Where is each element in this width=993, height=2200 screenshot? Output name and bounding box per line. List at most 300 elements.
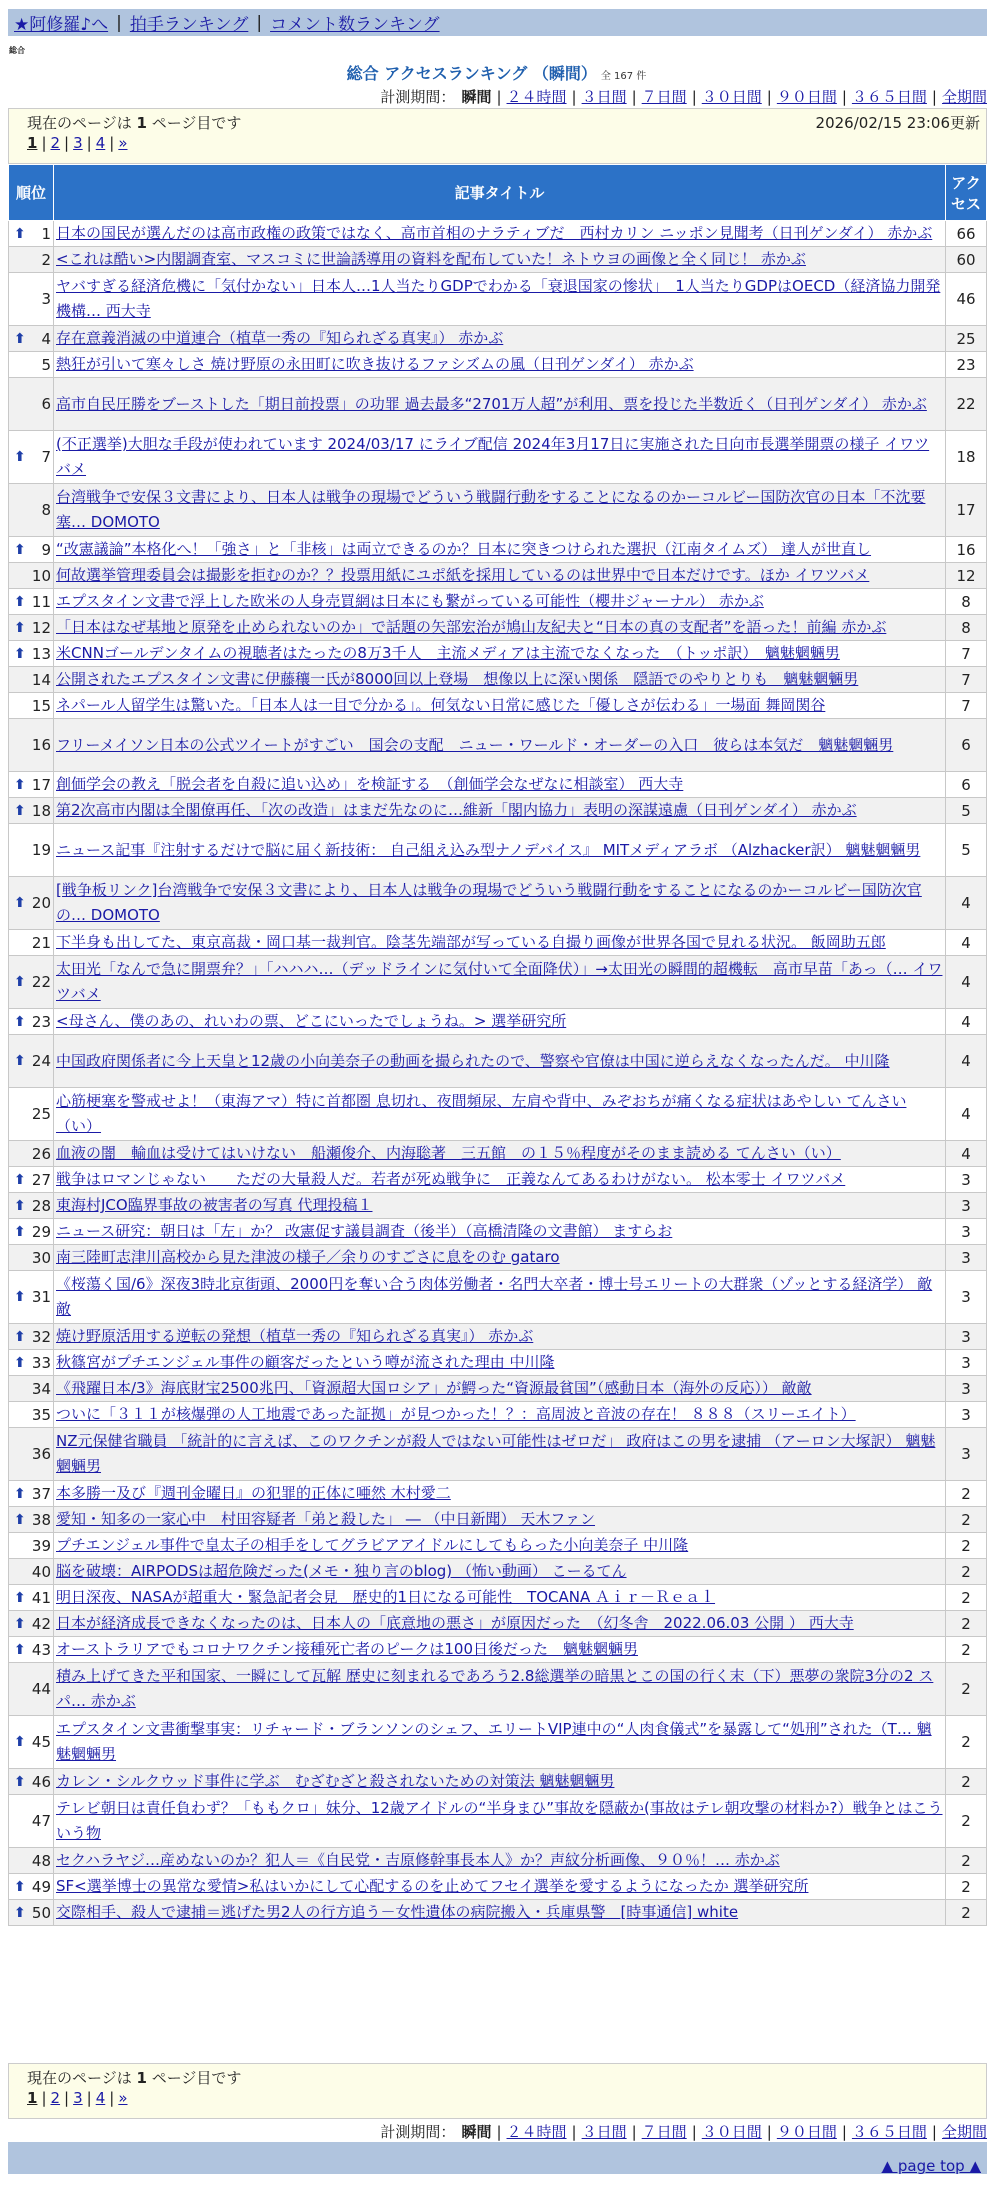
- title-cell: [54, 1009, 946, 1035]
- table-row: [9, 1716, 987, 1769]
- rank-number: 12: [31, 618, 51, 637]
- title-cell: [54, 641, 946, 667]
- title-cell: [54, 1716, 946, 1769]
- rank-up-arrow-icon: ⬆: [14, 1773, 26, 1790]
- table-row: [9, 1637, 987, 1663]
- table-row: [9, 1350, 987, 1376]
- rank-up-arrow-icon: ⬆: [14, 645, 26, 662]
- title-cell: [54, 1585, 946, 1611]
- page-separator: |: [109, 2089, 115, 2107]
- rank-number: 11: [31, 592, 51, 611]
- title-cell: [54, 1507, 946, 1533]
- article-link[interactable]: 積み上げてきた平和国家、一瞬にして瓦解 歴史に刻まれるであろう2.8総選挙の暗黒とこの国の行く末（下）悪夢の衆院3分の2 スパ… 赤かぶ: [56, 1667, 934, 1710]
- access-count: 3: [946, 1219, 987, 1245]
- access-count: 2: [946, 1848, 987, 1874]
- access-count: 2: [946, 1507, 987, 1533]
- rank-up-arrow-icon: ⬆: [14, 593, 26, 610]
- access-count: 4: [946, 1088, 987, 1141]
- title-cell: [54, 563, 946, 589]
- page-link[interactable]: 2: [50, 134, 61, 152]
- comment-ranking-link[interactable]: コメント数ランキング: [270, 15, 440, 35]
- period-link[interactable]: ９０日間: [776, 2123, 837, 2141]
- title-cell: [54, 431, 946, 484]
- title-cell: [54, 1848, 946, 1874]
- article-link[interactable]: 交際相手、殺人で逮捕＝逃げた男2人の行方追う－女性遺体の病院搬入・兵庫県警 [時事通信] white: [56, 1903, 739, 1921]
- title-cell: [54, 798, 946, 824]
- article-link[interactable]: エプスタイン文書で浮上した欧米の人身売買網は日本にも繋がっている可能性（櫻井ジャーナル） 赤かぶ: [56, 592, 764, 610]
- article-link[interactable]: (不正選挙)大胆な手段が使われています 2024/03/17 にライブ配信 2024年3月17日に実施された日向市長選挙開票の様子 イワツバメ: [56, 435, 930, 478]
- title-cell: [54, 1637, 946, 1663]
- page-separator: |: [86, 134, 92, 152]
- article-link[interactable]: 第2次高市内閣は全閣僚再任、「次の改造」はまだ先なのに…維新「閣内協力」表明の深謀遠慮（日刊ゲンダイ） 赤かぶ: [56, 801, 857, 819]
- period-link[interactable]: ２４時間: [506, 2123, 567, 2141]
- table-row: [9, 641, 987, 667]
- rank-number: 42: [31, 1614, 51, 1633]
- rank-number: 33: [31, 1353, 51, 1372]
- rank-up-arrow-icon: ⬆: [14, 1641, 26, 1658]
- rank-number: 15: [31, 696, 51, 715]
- article-link[interactable]: ニュース記事『注射するだけで脳に届く新技術： 自己組え込み型ナノデバイス』 MITメディアラボ （Alzhacker訳） 魑魅魍魎男: [56, 840, 921, 859]
- title-cell: [54, 352, 946, 378]
- title-cell: [54, 1533, 946, 1559]
- rank-cell: [9, 1088, 54, 1141]
- period-separator: |: [571, 2123, 577, 2141]
- rank-number: 28: [31, 1196, 51, 1215]
- page-top-link[interactable]: ▲ page top ▲: [881, 2157, 981, 2175]
- article-link[interactable]: フリーメイソン日本の公式ツイートがすごい 国会の支配 ニュー・ワールド・オーダーの入口 彼らは本気だ 魑魅魍魎男: [56, 735, 894, 754]
- period-link[interactable]: ７日間: [641, 2123, 687, 2141]
- article-link[interactable]: エプスタイン文書衝撃事実：リチャード・ブランソンのシェフ、エリートVIP連中の“人肉食儀式”を暴露して“処刑”された（T… 魑魅魍魎男: [56, 1720, 932, 1763]
- article-link[interactable]: 《飛躍日本/3》海底財宝2500兆円、「資源超大国ロシア」が鰐った“資源最貧国”（感動日本（海外の反応）） 敵敵: [56, 1379, 812, 1397]
- access-count: 6: [946, 772, 987, 798]
- table-row: [9, 1402, 987, 1428]
- access-count: 22: [946, 378, 987, 431]
- article-link[interactable]: 脳を破壊：AIRPODSは超危険だった(メモ・独り言のblog) （怖い動画） こーるてん: [56, 1562, 627, 1580]
- page-separator: |: [41, 134, 47, 152]
- period-label: 計測期間：: [380, 2123, 456, 2141]
- rank-cell: [9, 824, 54, 877]
- rank-number: 43: [31, 1640, 51, 1659]
- table-row: [9, 431, 987, 484]
- rank-cell: [9, 719, 54, 772]
- rank-number: 39: [31, 1536, 51, 1555]
- home-link[interactable]: ★阿修羅♪へ: [14, 15, 109, 35]
- footer-bar: [8, 2142, 987, 2174]
- period-link[interactable]: ２４時間: [506, 88, 567, 106]
- nav-separator: |: [116, 12, 122, 33]
- rank-up-arrow-icon: ⬆: [14, 1878, 26, 1895]
- table-row: [9, 1035, 987, 1088]
- title-cell: [54, 1088, 946, 1141]
- table-row: [9, 772, 987, 798]
- article-link[interactable]: ニュース研究：朝日は「左」か？ 改憲促す議員調査（後半）（高橋清隆の文書館） ますらお: [56, 1222, 673, 1240]
- title-cell: [54, 1350, 946, 1376]
- page-separator: |: [109, 134, 115, 152]
- article-link[interactable]: 東海村JCO臨界事故の被害者の写真 代理投稿１: [56, 1196, 373, 1214]
- rank-up-arrow-icon: ⬆: [14, 1171, 26, 1188]
- article-link[interactable]: セクハラヤジ…産めないのか？犯人＝《自民党・吉原修幹事長本人》か？声紋分析画像、９０％！… 赤かぶ: [56, 1851, 780, 1869]
- access-count: 66: [946, 221, 987, 247]
- rank-cell: [9, 1376, 54, 1402]
- article-link[interactable]: ヤバすぎる経済危機に「気付かない」日本人…1人当たりGDPでわかる「衰退国家の惨状」 1人当たりGDPはOECD（経済協力開発機構… 西大寺: [56, 277, 941, 320]
- access-count: 4: [946, 1009, 987, 1035]
- access-count: 2: [946, 1795, 987, 1848]
- page-separator: |: [64, 134, 70, 152]
- title-cell: [54, 273, 946, 326]
- access-count: 2: [946, 1637, 987, 1663]
- title-cell: [54, 1219, 946, 1245]
- table-row: [9, 930, 987, 956]
- article-link[interactable]: “改憲議論”本格化へ！「強さ」と「非核」は両立できるのか？日本に突きつけられた選択（江南タイムズ） 達人が世直し: [56, 540, 872, 558]
- period-selector: [380, 86, 987, 107]
- table-row: [9, 1219, 987, 1245]
- rank-cell: [9, 326, 54, 352]
- pager-top: [8, 108, 987, 164]
- ranking-table: [8, 164, 987, 1926]
- access-count: 2: [946, 1481, 987, 1507]
- access-count: 2: [946, 1874, 987, 1900]
- title-cell: [54, 719, 946, 772]
- title-cell: [54, 326, 946, 352]
- title-cell: [54, 537, 946, 563]
- table-row: [9, 1167, 987, 1193]
- rank-cell: [9, 1245, 54, 1271]
- article-link[interactable]: 「日本はなぜ基地と原発を止められないのか」で話題の矢部宏治が鳩山友紀夫と“日本の真の支配者”を語った！前編 赤かぶ: [56, 618, 887, 636]
- article-link[interactable]: 血液の闇 輸血は受けてはいけない 船瀬俊介、内海聡著 三五館 の１５％程度がそのまま読める てんさい（い）: [56, 1144, 841, 1162]
- article-link[interactable]: 秋篠宮がプチエンジェル事件の顧客だったという噂が流された理由 中川隆: [56, 1353, 555, 1371]
- period-separator: |: [691, 2123, 697, 2141]
- article-link[interactable]: SF<選挙博士の異常な愛情>私はいかにして心配するのを止めてフセイ選挙を愛するようになったか 選挙研究所: [56, 1877, 809, 1895]
- article-link[interactable]: 公開されたエプスタイン文書に伊藤穰一氏が8000回以上登場 想像以上に深い関係 隠語でのやりとりも 魑魅魍魎男: [56, 670, 859, 688]
- article-link[interactable]: オーストラリアでもコロナワクチン接種死亡者のピークは100日後だった 魑魅魍魎男: [56, 1640, 638, 1658]
- rank-cell: [9, 877, 54, 930]
- title-cell: [54, 824, 946, 877]
- rank-cell: [9, 1874, 54, 1900]
- title-cell: [54, 1167, 946, 1193]
- title-cell: [54, 1035, 946, 1088]
- rank-cell: [9, 247, 54, 273]
- rank-number: 36: [31, 1445, 51, 1463]
- pager-bottom: [8, 2063, 987, 2119]
- rank-cell: [9, 1559, 54, 1585]
- article-link[interactable]: 下半身も出してた、東京高裁・岡口基一裁判官。陰茎先端部が写っている自撮り画像が世界各国で見れる状況。 飯岡助五郎: [56, 933, 886, 951]
- table-row: [9, 1428, 987, 1481]
- access-count: 60: [946, 247, 987, 273]
- rank-number: 24: [31, 1052, 51, 1070]
- access-count: 25: [946, 326, 987, 352]
- article-link[interactable]: テレビ朝日は責任負わず？「ももクロ」妹分、12歳アイドルの“半身まひ”事故を隠蔽か(事故はテレ朝攻撃の材料か?）戦争とはこういう物: [56, 1799, 943, 1842]
- period-separator: |: [931, 88, 937, 106]
- rank-up-arrow-icon: ⬆: [14, 1904, 26, 1921]
- period-separator: |: [631, 2123, 637, 2141]
- article-link[interactable]: プチエンジェル事件で皇太子の相手をしてグラビアアイドルにしてもらった小向美奈子 中川隆: [56, 1536, 689, 1554]
- article-link[interactable]: 何故選挙管理委員会は撮影を拒むのか？？投票用紙にユポ紙を採用しているのは世界中で日本だけです。ほか イワツバメ: [56, 566, 870, 584]
- article-link[interactable]: 太田光「なんで急に開票弁？」「ハハハ…（デッドラインに気付いて全面降伏）」→太田光の瞬間的超機転 高市早苗「あっ（… イワツバメ: [56, 960, 943, 1003]
- title-cell: [54, 1193, 946, 1219]
- article-link[interactable]: NZ元保健省職員 「統計的に言えば、このワクチンが殺人ではない可能性はゼロだ」 政府はこの男を逮捕 （アーロン大塚訳） 魑魅魍魎男: [56, 1432, 936, 1475]
- article-link[interactable]: 明日深夜、NASAが超重大・緊急記者会見 歴史的1日になる可能性 TOCANA Ａｉｒ－Ｒｅａｌ: [56, 1588, 716, 1606]
- clap-ranking-link[interactable]: 拍手ランキング: [129, 15, 249, 35]
- article-link[interactable]: 《桜蕩く国/6》深夜3時北京街頭、2000円を奪い合う肉体労働者・名門大卒者・博士号エリートの大群衆（ゾッとする経済学） 敵敵: [56, 1275, 933, 1318]
- access-count: 3: [946, 1271, 987, 1324]
- title-cell: [54, 1769, 946, 1795]
- rank-cell: [9, 1663, 54, 1716]
- title-cell: [54, 1428, 946, 1481]
- rank-up-arrow-icon: ⬆: [14, 619, 26, 636]
- access-count: 16: [946, 537, 987, 563]
- rank-cell: [9, 1637, 54, 1663]
- title-cell: [54, 484, 946, 537]
- period-separator: |: [766, 2123, 772, 2141]
- article-link[interactable]: 台湾戦争で安保３文書により、日本人は戦争の現場でどういう戦闘行動をすることになるのかーコルビー国防次官の日本「不沈要塞… DOMOTO: [56, 488, 926, 531]
- rank-cell: [9, 1271, 54, 1324]
- title-cell: [54, 1141, 946, 1167]
- title-cell: [54, 1245, 946, 1271]
- rank-up-arrow-icon: ⬆: [14, 1511, 26, 1528]
- period-link[interactable]: ３６５日間: [851, 88, 927, 106]
- table-row: [9, 1769, 987, 1795]
- table-row: [9, 1795, 987, 1848]
- rank-number: 47: [31, 1812, 51, 1830]
- article-link[interactable]: ついに「３１１が核爆弾の人工地震であった証拠」が見つかった！？：高周波と音波の存在！ ８８８（スリーエイト）: [56, 1405, 856, 1423]
- access-count: 4: [946, 877, 987, 930]
- rank-number: 27: [31, 1170, 51, 1189]
- rank-number: 49: [31, 1877, 51, 1896]
- table-row: [9, 1874, 987, 1900]
- access-count: 17: [946, 484, 987, 537]
- article-link[interactable]: 南三陸町志津川高校から見た津波の様子／余りのすごさに息をのむ gataro: [56, 1248, 560, 1266]
- article-link[interactable]: <これは酷い>内閣調査室、マスコミに世論誘導用の資料を配布していた！ネトウヨの画像と全く同じ！ 赤かぶ: [56, 250, 806, 268]
- rank-number: 6: [41, 395, 51, 413]
- article-link[interactable]: [戦争板リンク]台湾戦争で安保３文書により、日本人は戦争の現場でどういう戦闘行動をすることになるのかーコルビー国防次官の… DOMOTO: [56, 881, 922, 924]
- table-row: [9, 877, 987, 930]
- article-link[interactable]: 創価学会の教え「脱会者を自殺に追い込め」を検証する （創価学会なぜなに相談室） 西大寺: [56, 775, 684, 793]
- article-link[interactable]: 愛知・知多の一家心中 村田容疑者「弟と殺した」 ― （中日新聞） 天木ファン: [56, 1510, 596, 1528]
- access-count: 2: [946, 1611, 987, 1637]
- article-link[interactable]: 日本の国民が選んだのは高市政権の政策ではなく、高市首相のナラティブだ 西村カリン ニッポン見聞考（日刊ゲンダイ） 赤かぶ: [56, 224, 933, 242]
- title-cell: [54, 221, 946, 247]
- rank-number: 16: [31, 736, 51, 754]
- rank-cell: [9, 798, 54, 824]
- rank-cell: [9, 1769, 54, 1795]
- rank-number: 22: [31, 973, 51, 991]
- access-count: 5: [946, 824, 987, 877]
- table-row: [9, 326, 987, 352]
- article-link[interactable]: 中国政府関係者に今上天皇と12歳の小向美奈子の動画を撮られたので、警察や官僚は中国に逆らえなくなったんだ。 中川隆: [56, 1051, 890, 1070]
- page-link[interactable]: 4: [95, 134, 106, 152]
- rank-number: 4: [41, 329, 51, 348]
- article-link[interactable]: 焼け野原活用する逆転の発想（植草一秀の『知られざる真実』） 赤かぶ: [56, 1327, 534, 1345]
- table-row: [9, 693, 987, 719]
- page-link[interactable]: 3: [73, 2089, 83, 2107]
- article-link[interactable]: 高市自民圧勝をブーストした「期日前投票」の功罪 過去最多“2701万人超”が利用、票を投じた半数近く（日刊ゲンダイ） 赤かぶ: [56, 394, 927, 413]
- table-row: [9, 956, 987, 1009]
- rank-cell: [9, 615, 54, 641]
- rank-up-arrow-icon: ⬆: [14, 541, 26, 558]
- period-link[interactable]: 全期間: [941, 88, 987, 106]
- rank-number: 30: [31, 1248, 51, 1267]
- article-link[interactable]: <母さん、僕のあの、れいわの票、どこにいったでしょうね。> 選挙研究所: [56, 1012, 567, 1030]
- period-link[interactable]: 全期間: [941, 2123, 987, 2141]
- title-cell: [54, 589, 946, 615]
- access-count: 2: [946, 1663, 987, 1716]
- rank-number: 18: [31, 801, 51, 820]
- access-count: 18: [946, 431, 987, 484]
- table-row: [9, 537, 987, 563]
- page-separator: |: [41, 2089, 47, 2107]
- table-row: [9, 1324, 987, 1350]
- updated-timestamp: 2026/02/15 23:06更新: [815, 114, 980, 132]
- rank-up-arrow-icon: ⬆: [14, 802, 26, 819]
- article-link[interactable]: ネパール人留学生は驚いた。「日本人は一目で分かる」。何気ない日常に感じた「優しさが伝わる」一場面 舞岡関谷: [56, 696, 826, 714]
- article-link[interactable]: カレン・シルクウッド事件に学ぶ むざむざと殺されないための対策法 魑魅魍魎男: [56, 1772, 615, 1790]
- rank-number: 14: [31, 670, 51, 689]
- rank-up-arrow-icon: ⬆: [14, 225, 26, 242]
- article-link[interactable]: 存在意義消滅の中道連合（植草一秀の『知られざる真実』） 赤かぶ: [56, 329, 504, 347]
- access-count: 6: [946, 719, 987, 772]
- table-row: [9, 615, 987, 641]
- access-count: 3: [946, 1245, 987, 1271]
- access-count: 8: [946, 615, 987, 641]
- table-row: [9, 352, 987, 378]
- access-count: 3: [946, 1376, 987, 1402]
- next-page-link[interactable]: »: [118, 134, 128, 152]
- article-link[interactable]: 本多勝一及び『週刊金曜日』の犯罪的正体に唖然 木村愛二: [56, 1484, 451, 1502]
- rank-cell: [9, 563, 54, 589]
- period-link[interactable]: ９０日間: [776, 88, 837, 106]
- title-cell: [54, 1559, 946, 1585]
- period-separator: |: [931, 2123, 937, 2141]
- table-row: [9, 1245, 987, 1271]
- rank-number: 50: [31, 1903, 51, 1922]
- table-row: [9, 247, 987, 273]
- rank-number: 38: [31, 1510, 51, 1529]
- rank-cell: [9, 1350, 54, 1376]
- page-title: [0, 61, 993, 84]
- rank-cell: [9, 378, 54, 431]
- period-current: 瞬間: [461, 88, 492, 106]
- page-link[interactable]: 3: [73, 134, 83, 152]
- rank-number: 32: [31, 1327, 51, 1346]
- rank-cell: [9, 1848, 54, 1874]
- period-link[interactable]: ３６５日間: [851, 2123, 927, 2141]
- table-row: [9, 378, 987, 431]
- rank-cell: [9, 1428, 54, 1481]
- period-link[interactable]: ７日間: [641, 88, 687, 106]
- rank-cell: [9, 1193, 54, 1219]
- page-link[interactable]: 4: [95, 2089, 106, 2107]
- article-link[interactable]: 米CNNゴールデンタイムの視聴者はたったの8万3千人 主流メディアは主流でなくなった （トッポ訳） 魑魅魍魎男: [56, 644, 840, 662]
- access-count: 7: [946, 693, 987, 719]
- rank-cell: [9, 930, 54, 956]
- table-row: [9, 798, 987, 824]
- access-count: 2: [946, 1533, 987, 1559]
- access-count: 4: [946, 1035, 987, 1088]
- page-link[interactable]: 2: [50, 2089, 61, 2107]
- rank-number: 46: [31, 1772, 51, 1791]
- title-cell: [54, 1376, 946, 1402]
- access-count: 4: [946, 956, 987, 1009]
- table-row: [9, 484, 987, 537]
- rank-cell: [9, 352, 54, 378]
- rank-number: 10: [31, 566, 51, 585]
- rank-cell: [9, 1900, 54, 1926]
- rank-up-arrow-icon: ⬆: [14, 1354, 26, 1371]
- rank-cell: [9, 1481, 54, 1507]
- period-current: 瞬間: [461, 2123, 492, 2141]
- access-count: 5: [946, 798, 987, 824]
- rank-number: 9: [41, 540, 51, 559]
- rank-number: 1: [41, 224, 51, 243]
- period-separator: |: [841, 88, 847, 106]
- access-count: 8: [946, 589, 987, 615]
- page-separator: |: [64, 2089, 70, 2107]
- rank-cell: [9, 1507, 54, 1533]
- period-selector-bottom: [380, 2121, 987, 2142]
- table-row: [9, 1663, 987, 1716]
- article-link[interactable]: 日本が経済成長できなくなったのは、日本人の「底意地の悪さ」が原因だった （幻冬舎 2022.06.03 公開 ） 西大寺: [56, 1614, 854, 1632]
- rank-cell: [9, 1141, 54, 1167]
- rank-cell: [9, 1611, 54, 1637]
- title-cell: [54, 930, 946, 956]
- rank-number: 29: [31, 1222, 51, 1241]
- current-page-text: 現在のページは 1 ページ目です: [27, 2069, 242, 2087]
- rank-cell: [9, 1585, 54, 1611]
- period-link[interactable]: ３日間: [581, 88, 627, 106]
- table-row: [9, 1009, 987, 1035]
- access-count: 7: [946, 667, 987, 693]
- article-link[interactable]: 熱狂が引いて寒々しさ 焼け野原の永田町に吹き抜けるファシズムの風（日刊ゲンダイ） 赤かぶ: [56, 355, 694, 373]
- rank-cell: [9, 273, 54, 326]
- period-link[interactable]: ３日間: [581, 2123, 627, 2141]
- period-separator: |: [496, 88, 502, 106]
- title-cell: [54, 1402, 946, 1428]
- rank-number: 20: [31, 894, 51, 912]
- period-link[interactable]: ３０日間: [701, 88, 762, 106]
- title-cell: [54, 693, 946, 719]
- top-nav-bar: [8, 9, 987, 36]
- article-link[interactable]: 戦争はロマンじゃない ただの大量殺人だ。若者が死ぬ戦争に 正義なんてあるわけがない。 松本零士 イワツバメ: [56, 1170, 846, 1188]
- item-count: 全 167 件: [600, 71, 647, 82]
- table-row: [9, 1193, 987, 1219]
- rank-number: 44: [31, 1680, 51, 1698]
- rank-number: 8: [41, 501, 51, 519]
- rank-up-arrow-icon: ⬆: [14, 1589, 26, 1606]
- table-row: [9, 1507, 987, 1533]
- rank-number: 19: [31, 841, 51, 859]
- table-row: [9, 1533, 987, 1559]
- rank-cell: [9, 693, 54, 719]
- table-row: [9, 1088, 987, 1141]
- title-cell: [54, 667, 946, 693]
- title-cell: [54, 1611, 946, 1637]
- rank-up-arrow-icon: ⬆: [14, 449, 26, 465]
- rank-cell: [9, 537, 54, 563]
- access-count: 12: [946, 563, 987, 589]
- rank-number: 37: [31, 1484, 51, 1503]
- access-count: 7: [946, 641, 987, 667]
- next-page-link[interactable]: »: [118, 2089, 128, 2107]
- rank-cell: [9, 1324, 54, 1350]
- rank-up-arrow-icon: ⬆: [14, 776, 26, 793]
- article-link[interactable]: 心筋梗塞を警戒せよ！（東海アマ）特に首都圏 息切れ、夜間頻尿、左肩や背中、みぞおちが痛くなる症状はあやしい てんさい（い）: [56, 1092, 907, 1135]
- period-link[interactable]: ３０日間: [701, 2123, 762, 2141]
- rank-number: 7: [41, 448, 51, 466]
- title-cell: [54, 877, 946, 930]
- title-cell: [54, 1874, 946, 1900]
- title-cell: [54, 1324, 946, 1350]
- rank-number: 40: [31, 1562, 51, 1581]
